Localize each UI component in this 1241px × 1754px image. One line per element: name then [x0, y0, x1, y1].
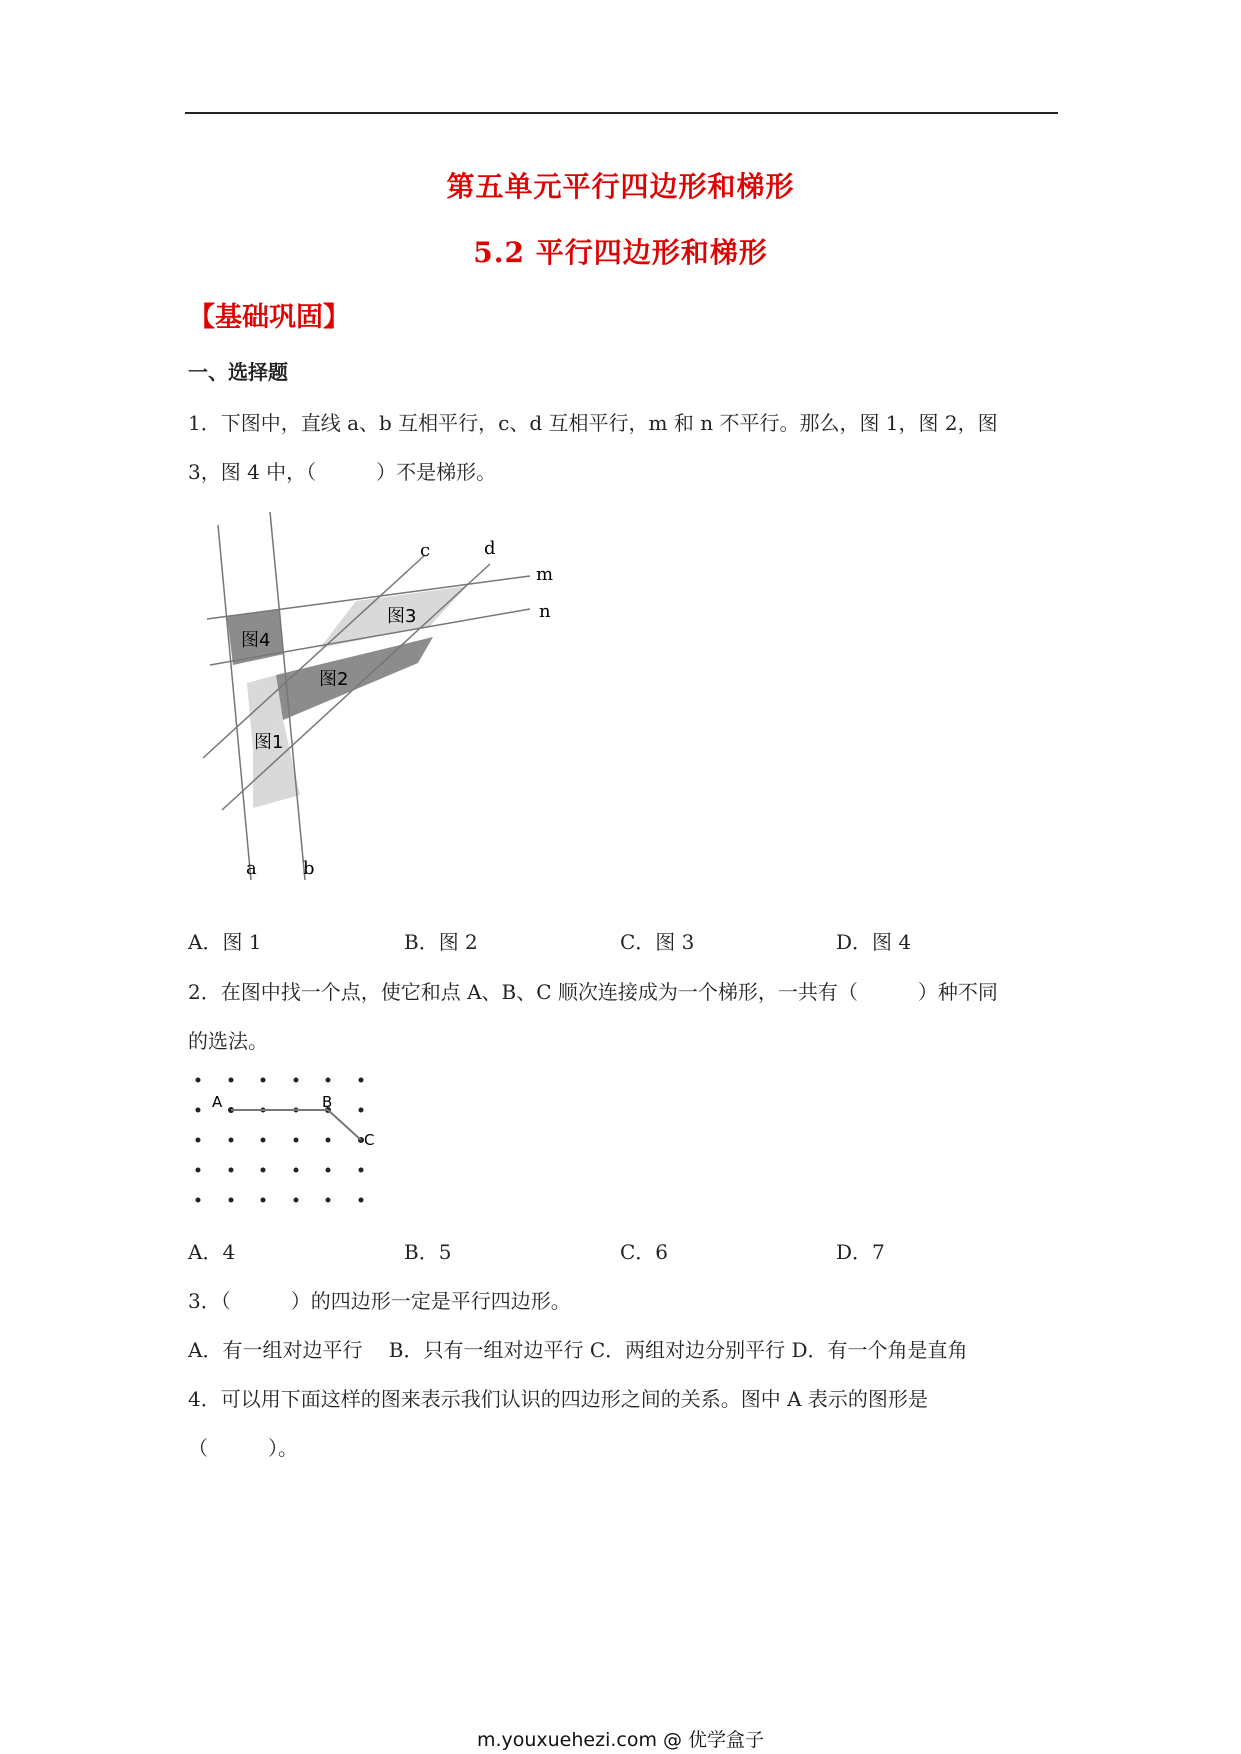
- q1-option-b[interactable]: B．图 2: [404, 930, 478, 954]
- unit-title: 第五单元平行四边形和梯形: [446, 170, 795, 203]
- label-n: n: [539, 601, 551, 622]
- grid-dot: [359, 1108, 364, 1113]
- label-fig3: 图3: [387, 606, 417, 627]
- q2-option-b[interactable]: B．5: [404, 1240, 452, 1264]
- q1-text-line2: 3，图 4 中，（ ）不是梯形。: [188, 460, 497, 484]
- grid-dot: [326, 1198, 331, 1203]
- grid-dot: [326, 1078, 331, 1083]
- q4-text-line1: 4．可以用下面这样的图来表示我们认识的四边形之间的关系。图中 A 表示的图形是: [188, 1387, 928, 1411]
- q4-text-line2: （ ）。: [188, 1436, 298, 1460]
- q3-text: 3．（ ）的四边形一定是平行四边形。: [188, 1289, 571, 1313]
- grid-dot: [294, 1168, 299, 1173]
- label-fig4: 图4: [241, 630, 271, 651]
- grid-dot: [229, 1198, 234, 1203]
- point-label-b: B: [322, 1093, 333, 1111]
- label-fig2: 图2: [319, 669, 349, 690]
- grid-dot: [326, 1168, 331, 1173]
- grid-dot: [359, 1198, 364, 1203]
- grid-dot: [261, 1138, 266, 1143]
- grid-dot: [294, 1078, 299, 1083]
- q1-option-a[interactable]: A．图 1: [188, 930, 262, 954]
- label-c: c: [420, 540, 431, 561]
- grid-dot: [261, 1198, 266, 1203]
- segment-bc: [328, 1110, 361, 1140]
- q3-options[interactable]: A．有一组对边平行 B．只有一组对边平行 C．两组对边分别平行 D．有一个角是直角: [188, 1338, 968, 1362]
- grid-dot: [229, 1138, 234, 1143]
- subsection-heading: 一、选择题: [188, 360, 288, 384]
- grid-dot: [196, 1198, 201, 1203]
- q2-options: [188, 1236, 885, 1265]
- point-label-c: C: [364, 1131, 375, 1149]
- grid-dot: [359, 1078, 364, 1083]
- q2-option-a[interactable]: A．4: [188, 1240, 236, 1264]
- q1-text-line1: 1．下图中，直线 a、b 互相平行，c、d 互相平行，m 和 n 不平行。那么，图 1，图 2，图: [188, 411, 998, 435]
- grid-dot: [359, 1168, 364, 1173]
- grid-dot: [196, 1108, 201, 1113]
- grid-dot: [294, 1198, 299, 1203]
- q1-option-c[interactable]: C．图 3: [620, 930, 695, 954]
- q1-figure: [190, 505, 590, 905]
- q2-option-d[interactable]: D．7: [836, 1240, 885, 1264]
- grid-dot: [294, 1138, 299, 1143]
- label-fig1: 图1: [254, 732, 284, 753]
- label-b: b: [303, 858, 315, 879]
- footer-watermark: m.youxuehezi.com @ 优学盒子: [476, 1729, 765, 1751]
- label-d: d: [484, 538, 496, 559]
- point-label-a: A: [212, 1093, 223, 1111]
- q2-text-line2: 的选法。: [188, 1029, 268, 1053]
- grid-dot: [196, 1078, 201, 1083]
- section-heading: 【基础巩固】: [188, 302, 350, 333]
- grid-dot: [229, 1078, 234, 1083]
- label-m: m: [536, 564, 554, 585]
- lesson-title: 5.2 平行四边形和梯形: [473, 236, 768, 269]
- grid-dot: [229, 1168, 234, 1173]
- q2-dot-grid: [190, 1070, 375, 1210]
- header-rule: [185, 112, 1058, 114]
- label-a: a: [246, 858, 257, 879]
- grid-dot: [326, 1138, 331, 1143]
- grid-dot: [196, 1168, 201, 1173]
- q1-option-d[interactable]: D．图 4: [836, 930, 912, 954]
- q1-options: [188, 926, 911, 955]
- line-a: [218, 525, 251, 880]
- grid-dot: [261, 1168, 266, 1173]
- q2-option-c[interactable]: C．6: [620, 1240, 669, 1264]
- grid-dot: [196, 1138, 201, 1143]
- q2-text-line1: 2．在图中找一个点，使它和点 A、B、C 顺次连接成为一个梯形，一共有（ ）种不同: [188, 980, 998, 1004]
- grid-dot: [261, 1078, 266, 1083]
